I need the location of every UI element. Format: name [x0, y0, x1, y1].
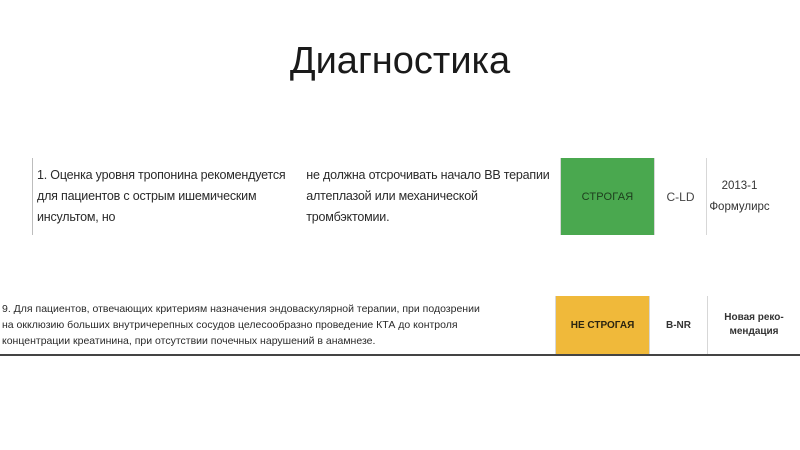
recommendation-text-line: на окклюзию больших внутричерепных сосудов целесообразно проведение КТА до контроля — [2, 319, 458, 331]
recommendation-text-line: не должна отсрочивать начало ВВ терапии алтеплазой или механической тромбэктомии. — [306, 168, 550, 224]
recommendation-text-line: 1. Оценка уровня тропонина рекомендуется для пациентов с острым ишемическим инсультом, но — [37, 168, 286, 224]
recommendation-source — [707, 296, 800, 354]
strength-badge: НЕ СТРОГАЯ — [555, 296, 649, 354]
recommendation-text-line: концентрации креатинина, при отсутствии почечных нарушений в анамнезе. — [2, 335, 376, 347]
recommendation-text — [0, 296, 555, 354]
evidence-level: C-LD — [654, 158, 706, 235]
source-line: Формулирс — [709, 200, 770, 213]
slide-title: Диагностика — [289, 40, 511, 82]
evidence-level: B-NR — [649, 296, 707, 354]
strength-badge: СТРОГАЯ — [560, 158, 654, 235]
recommendation-text — [32, 158, 560, 235]
recommendation-source — [706, 158, 772, 235]
source-line: 2013-1 — [721, 179, 758, 192]
source-line: Новая реко- — [724, 312, 784, 323]
recommendation-row — [32, 158, 772, 235]
recommendation-row — [0, 296, 800, 356]
recommendation-text-line: 9. Для пациентов, отвечающих критериям назначения эндоваскулярной терапии, при подозрении — [2, 303, 480, 315]
source-line: мендация — [729, 326, 779, 337]
